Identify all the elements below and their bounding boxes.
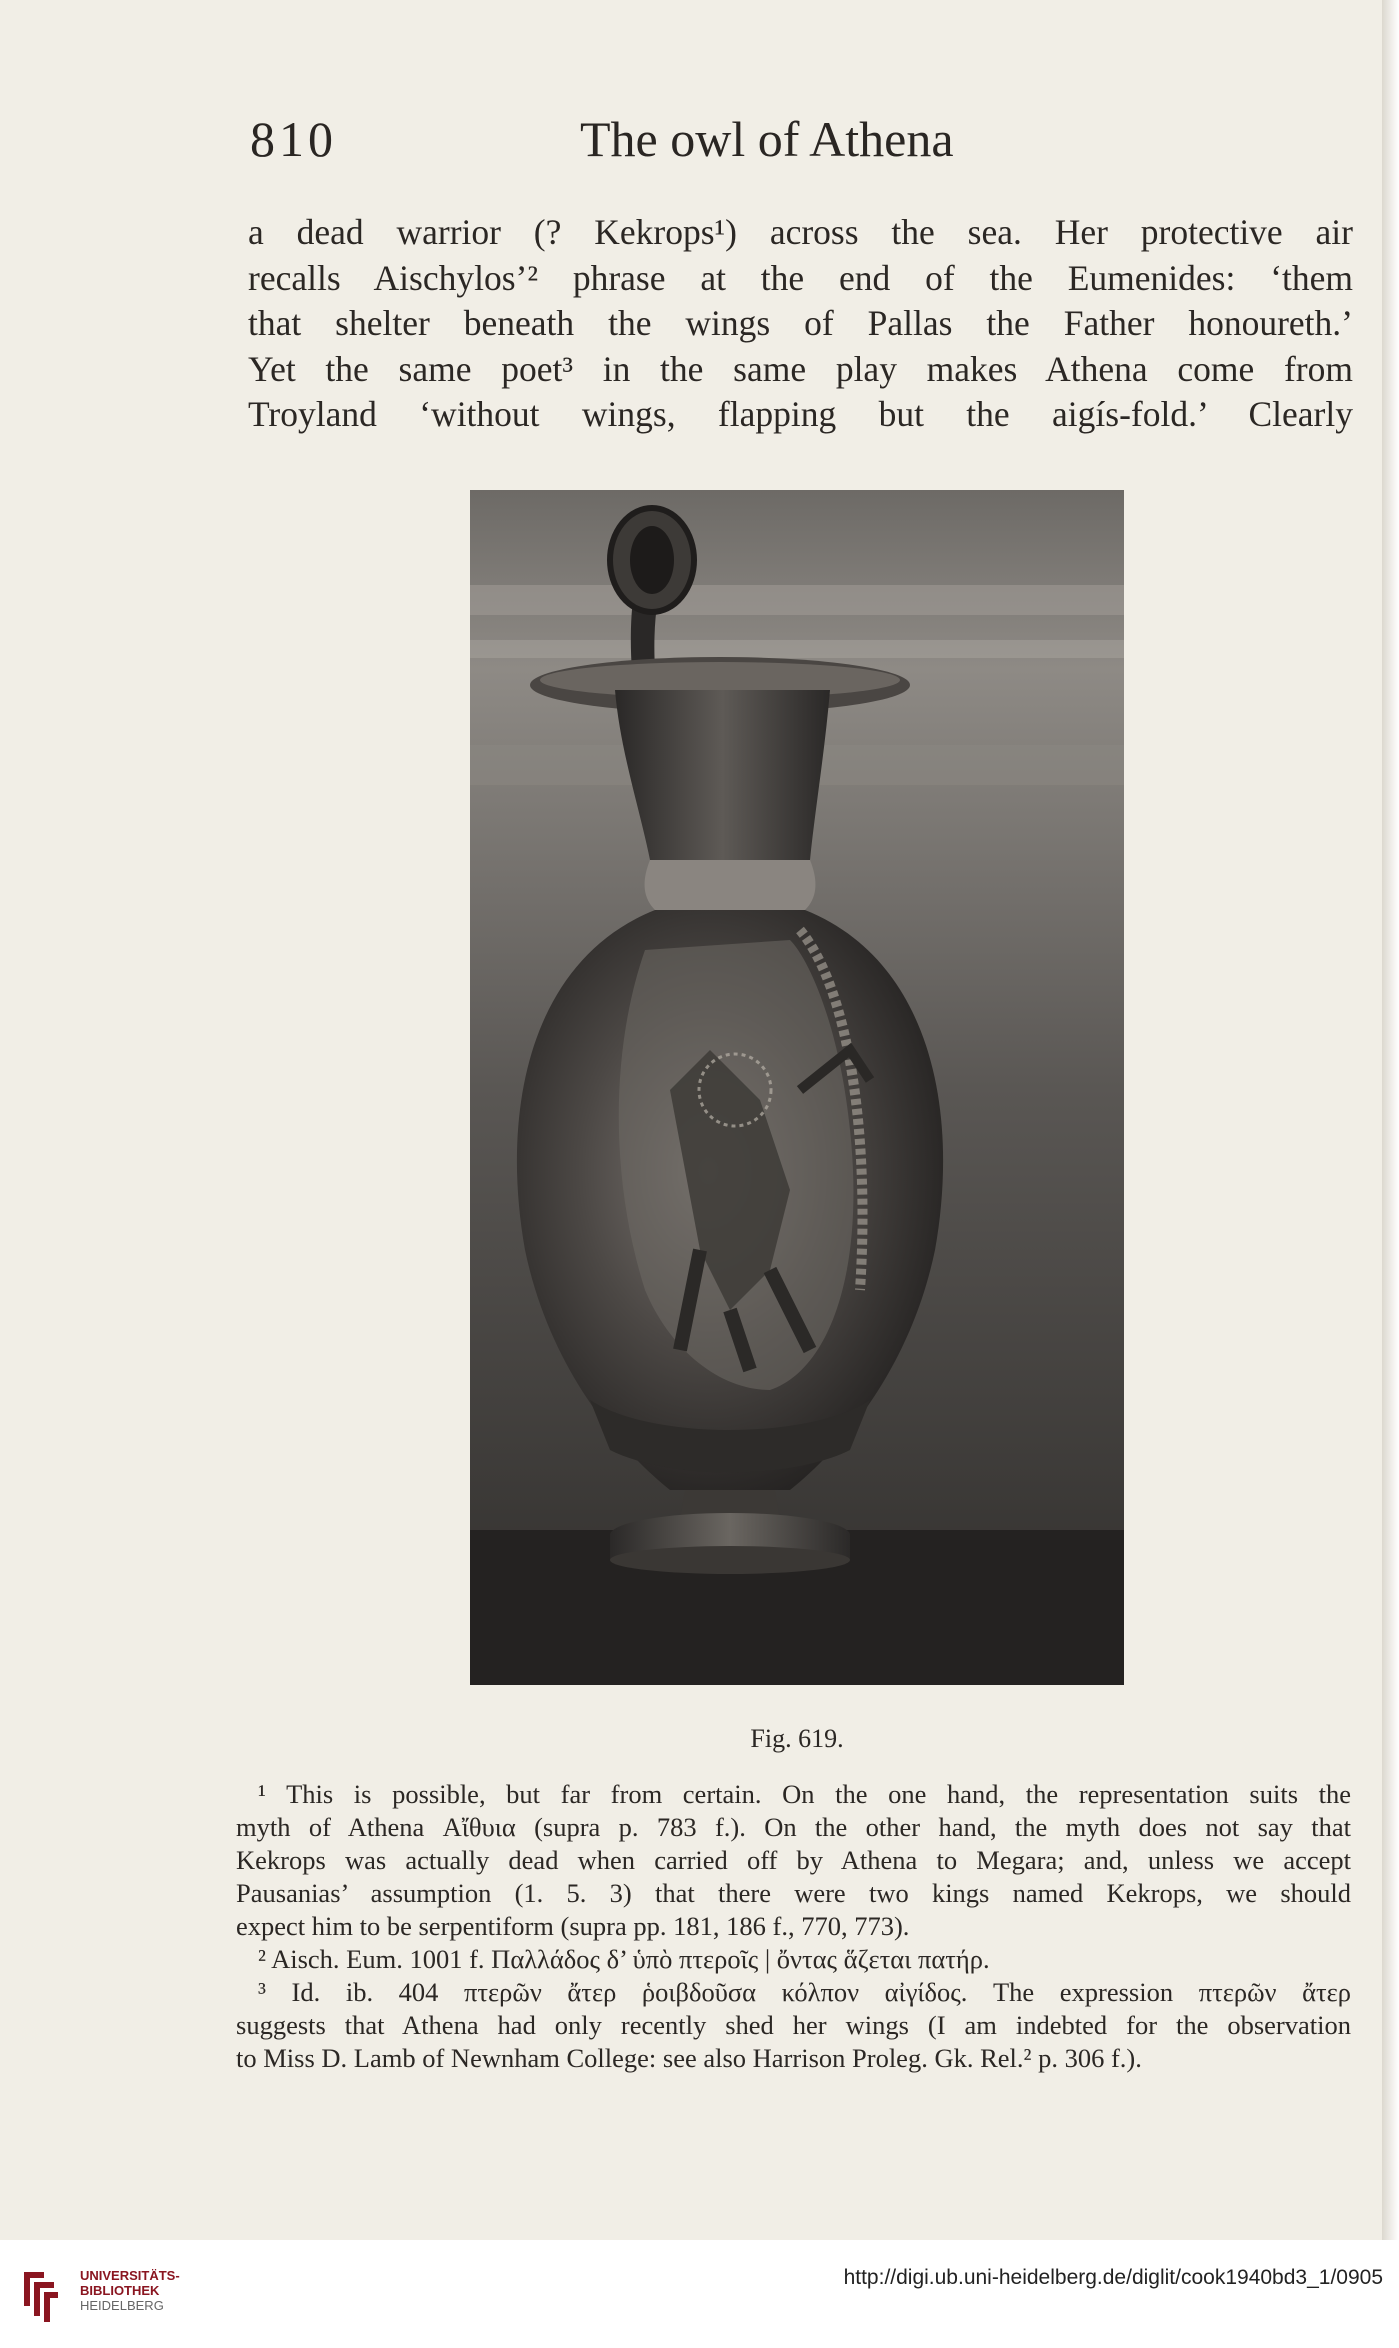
library-name-line: UNIVERSITÄTS- — [80, 2268, 180, 2283]
footnote-line: to Miss D. Lamb of Newnham College: see also Harrison Proleg. Gk. Rel.² p. 306 f.). — [236, 2043, 1142, 2073]
vase-photograph — [470, 490, 1124, 1685]
footnote-line: ³ Id. ib. 404 πτερῶν ἄτερ ῥοιβδοῦσα κόλπον αἰγίδος. The expression πτερῶν ἄτερ — [258, 1977, 1351, 2007]
body-line: a dead warrior (? Kekrops¹) across the sea. Her protective air — [248, 212, 1353, 252]
source-url-link[interactable]: http://digi.ub.uni-heidelberg.de/diglit/cook1940bd3_1/0905 — [843, 2266, 1383, 2289]
digitization-footer — [0, 2240, 1399, 2348]
footnote-line: expect him to be serpentiform (supra pp. 181, 186 f., 770, 773). — [236, 1911, 910, 1941]
footnote-line: Kekrops was actually dead when carried off by Athena to Megara; and, unless we accept — [236, 1845, 1351, 1875]
body-line: that shelter beneath the wings of Pallas the Father honoureth.’ — [248, 303, 1353, 344]
page-edge — [1382, 0, 1399, 2240]
body-paragraph — [248, 210, 1353, 438]
body-line: Troyland ‘without wings, flapping but the aigís-fold.’ Clearly — [248, 394, 1353, 435]
running-head — [250, 110, 1040, 180]
body-line: recalls Aischylos’² phrase at the end of the Eumenides: ‘them — [248, 257, 1353, 298]
body-line: Yet the same poet³ in the same play makes Athena come from — [248, 348, 1353, 389]
library-name[interactable] — [80, 2268, 180, 2313]
page-number: 810 — [250, 111, 337, 167]
footnotes — [236, 1778, 1351, 2075]
page-title: The owl of Athena — [580, 111, 954, 167]
footnote-line: ² Aisch. Eum. 1001 f. Παλλάδος δ’ ὑπὸ πτεροῖς | ὄντας ἅζεται πατήρ. — [258, 1944, 990, 1974]
footnote-line: suggests that Athena had only recently shed her wings (I am indebted for the observation — [236, 2010, 1351, 2040]
figure-caption: Fig. 619. — [750, 1724, 844, 1753]
library-name-line: BIBLIOTHEK — [80, 2283, 160, 2298]
library-logo-icon[interactable] — [18, 2266, 62, 2324]
footnote-line: Pausanias’ assumption (1. 5. 3) that there were two kings named Kekrops, we should — [236, 1878, 1351, 1908]
footnote-line: myth of Athena Αἴθυια (supra p. 783 f.). On the other hand, the myth does not say that — [236, 1812, 1351, 1842]
library-name-line: HEIDELBERG — [80, 2298, 164, 2313]
footnote-line: ¹ This is possible, but far from certain. On the one hand, the representation suits the — [258, 1779, 1351, 1809]
